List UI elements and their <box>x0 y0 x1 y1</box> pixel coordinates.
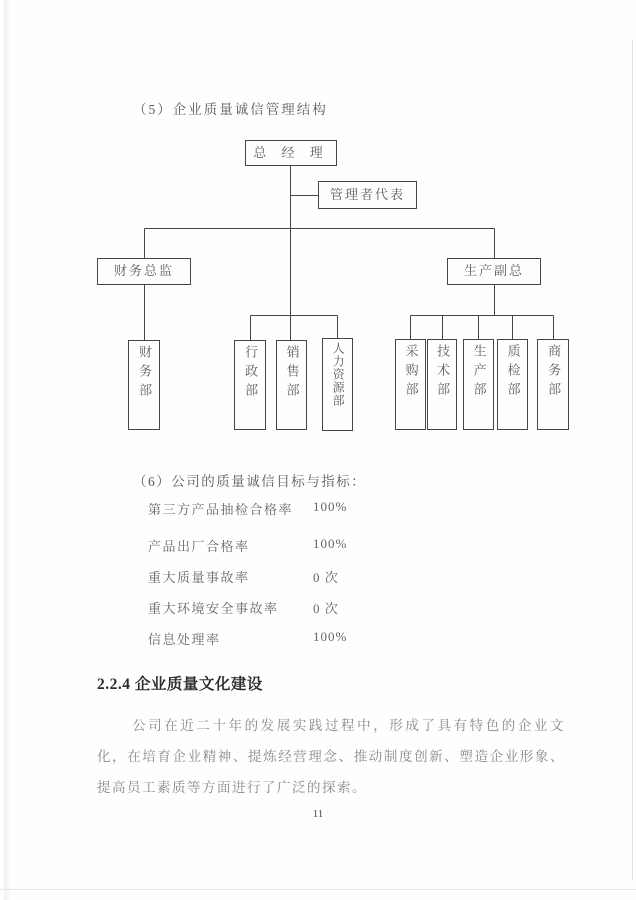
org-node-hr-dept: 人力资源部 <box>322 338 353 431</box>
org-node-commerce-dept: 商务部 <box>537 339 569 430</box>
goal-label: 重大质量事故率 <box>148 570 250 585</box>
goal-label: 第三方产品抽检合格率 <box>148 502 294 517</box>
org-node-management-representative: 管理者代表 <box>318 181 417 209</box>
org-node-finance-dept: 财务部 <box>128 340 160 430</box>
org-chart <box>0 130 636 460</box>
goal-row <box>148 629 468 649</box>
goal-value: 0 次 <box>313 570 339 585</box>
goal-row <box>148 499 468 519</box>
org-node-production-dept: 生产部 <box>463 339 494 430</box>
body-paragraph: 公司在近二十年的发展实践过程中，形成了具有特色的企业文化，在培育企业精神、提炼经营理念、推动制度创新、塑造企业形象、提高员工素质等方面进行了广泛的探索。 <box>97 718 565 795</box>
goal-value: 100% <box>313 499 348 514</box>
goal-row <box>148 598 468 618</box>
section6-title: （6）公司的质量诚信目标与指标： <box>133 474 367 489</box>
org-node-production-vp: 生产副总 <box>447 258 541 285</box>
org-node-purchasing-dept: 采购部 <box>395 339 426 430</box>
goal-label: 产品出厂合格率 <box>148 539 250 554</box>
org-node-admin-dept: 行政部 <box>234 340 266 430</box>
org-node-sales-dept: 销售部 <box>276 340 307 430</box>
page-number: 11 <box>312 808 324 820</box>
goal-value: 100% <box>313 629 348 644</box>
goal-label: 重大环境安全事故率 <box>148 601 279 616</box>
scan-edge-bottom <box>0 889 636 890</box>
goal-value: 0 次 <box>313 601 339 616</box>
section-heading: 2.2.4 企业质量文化建设 <box>97 676 263 693</box>
goal-value: 100% <box>313 536 348 551</box>
org-node-finance-director: 财务总监 <box>97 258 191 285</box>
org-node-quality-inspection-dept: 质检部 <box>497 339 528 430</box>
org-node-technical-dept: 技术部 <box>427 339 457 430</box>
goal-row <box>148 567 468 587</box>
org-node-general-manager: 总 经 理 <box>245 140 337 166</box>
goal-row <box>148 536 468 556</box>
section5-title: （5）企业质量诚信管理结构 <box>133 102 328 117</box>
goal-label: 信息处理率 <box>148 632 221 647</box>
